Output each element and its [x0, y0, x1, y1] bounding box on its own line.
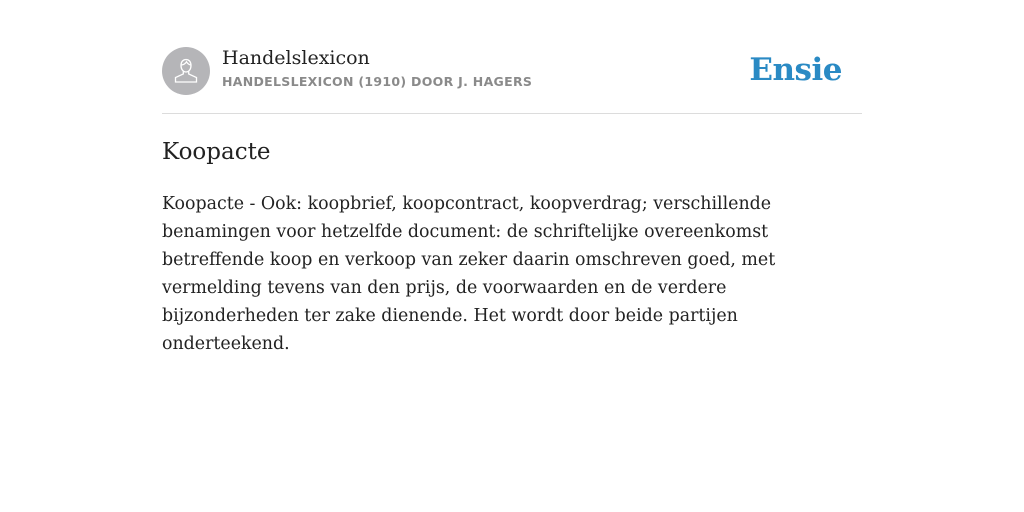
source-name[interactable]: Handelslexicon — [222, 47, 370, 69]
article-body: Koopacte - Ook: koopbrief, koopcontract, koopverdrag; verschillende benamingen voor hetzelfde document: de schriftelijke overeenkomst betreffende koop en verkoop van zeker daarin omschreven goed, met vermelding tevens van den prijs, de voorwaarden en de verdere bijzonderheden ter zake dienende. Het wordt door beide partijen onderteekend. — [162, 194, 776, 354]
source-subtitle: HANDELSLEXICON (1910) DOOR J. HAGERS — [222, 74, 533, 89]
user-icon — [171, 56, 201, 86]
ensie-logo[interactable]: Ensie — [749, 52, 842, 88]
source-avatar[interactable] — [162, 47, 210, 95]
article-title: Koopacte — [162, 139, 271, 165]
source-header — [162, 46, 862, 114]
